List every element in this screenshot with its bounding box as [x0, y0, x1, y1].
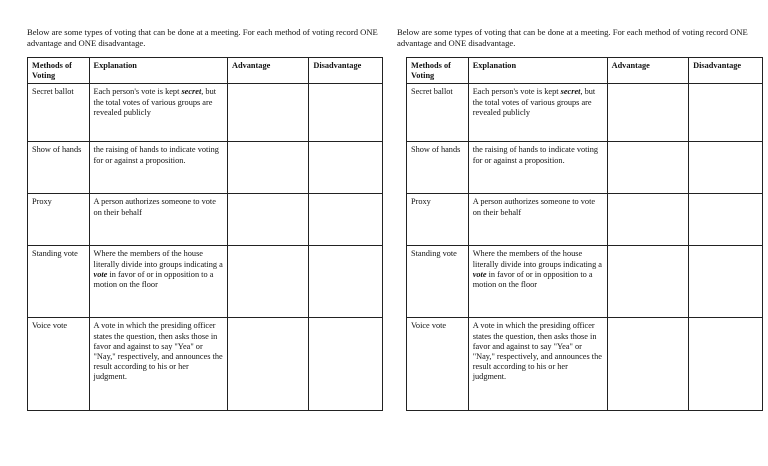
- explanation-text-end: , but the total votes of various groups are revealed publicly: [472, 87, 596, 117]
- table-row: [28, 318, 383, 411]
- explanation-text: the raising of hands to indicate voting for or against a proposition.: [93, 145, 219, 165]
- advantage-cell[interactable]: [607, 318, 689, 411]
- disadvantage-cell[interactable]: [309, 142, 383, 194]
- disadvantage-cell[interactable]: [689, 194, 763, 246]
- explanation-text: Where the members of the house literally divide into groups indicating a: [93, 249, 223, 269]
- explanation-cell: [468, 318, 607, 411]
- table-row: [28, 194, 383, 246]
- explanation-text: the raising of hands to indicate voting for or against a proposition.: [472, 145, 599, 165]
- voting-table: [27, 57, 383, 411]
- header-explanation: Explanation: [89, 58, 227, 84]
- header-row: [28, 58, 383, 84]
- advantage-cell[interactable]: [228, 246, 309, 318]
- disadvantage-cell[interactable]: [689, 84, 763, 142]
- table-row: [407, 246, 763, 318]
- advantage-cell[interactable]: [607, 142, 689, 194]
- advantage-cell[interactable]: [607, 194, 689, 246]
- explanation-emphasis: vote: [93, 269, 108, 279]
- method-cell: Proxy: [407, 194, 469, 246]
- header-row: [407, 58, 763, 84]
- disadvantage-cell[interactable]: [689, 142, 763, 194]
- disadvantage-cell[interactable]: [309, 84, 383, 142]
- explanation-cell: [89, 194, 227, 246]
- explanation-cell: [468, 194, 607, 246]
- method-cell: Show of hands: [28, 142, 90, 194]
- header-disadvantage: Disadvantage: [689, 58, 763, 84]
- disadvantage-cell[interactable]: [309, 246, 383, 318]
- advantage-cell[interactable]: [228, 194, 309, 246]
- header-methods: Methods of Voting: [28, 58, 90, 84]
- worksheet-right: [397, 27, 763, 411]
- explanation-emphasis: secret: [181, 87, 202, 97]
- explanation-emphasis: secret: [560, 87, 581, 97]
- explanation-text: A vote in which the presiding officer states the question, then asks those in favor and against to say "Yea" or "Nay," respectively, and announces the result according to his or her judgment.: [93, 321, 223, 382]
- disadvantage-cell[interactable]: [689, 318, 763, 411]
- disadvantage-cell[interactable]: [309, 194, 383, 246]
- header-explanation: Explanation: [468, 58, 607, 84]
- table-row: [407, 84, 763, 142]
- table-row: [407, 318, 763, 411]
- advantage-cell[interactable]: [607, 84, 689, 142]
- table-row: [28, 246, 383, 318]
- explanation-text: Each person's vote is kept: [472, 87, 561, 97]
- explanation-cell: [89, 246, 227, 318]
- explanation-cell: [89, 84, 227, 142]
- header-advantage: Advantage: [228, 58, 309, 84]
- explanation-text-end: in favor of or in opposition to a motion on the floor: [93, 269, 214, 290]
- explanation-text-end: , but the total votes of various groups are revealed publicly: [93, 87, 217, 117]
- method-cell: Proxy: [28, 194, 90, 246]
- method-cell: Voice vote: [28, 318, 90, 411]
- explanation-cell: [468, 84, 607, 142]
- advantage-cell[interactable]: [228, 84, 309, 142]
- disadvantage-cell[interactable]: [689, 246, 763, 318]
- explanation-text-end: in favor of or in opposition to a motion on the floor: [472, 269, 593, 290]
- method-cell: Secret ballot: [28, 84, 90, 142]
- method-cell: Standing vote: [407, 246, 469, 318]
- intro-text: Below are some types of voting that can be done at a meeting. For each method of voting record ONE advantage and ONE disadvantage.: [397, 27, 748, 48]
- method-cell: Show of hands: [407, 142, 469, 194]
- advantage-cell[interactable]: [228, 318, 309, 411]
- advantage-cell[interactable]: [607, 246, 689, 318]
- table-row: [28, 84, 383, 142]
- table-row: [28, 142, 383, 194]
- method-cell: Secret ballot: [407, 84, 469, 142]
- explanation-cell: [468, 246, 607, 318]
- method-cell: Voice vote: [407, 318, 469, 411]
- explanation-cell: [89, 318, 227, 411]
- table-row: [407, 142, 763, 194]
- explanation-emphasis: vote: [472, 269, 487, 279]
- method-cell: Standing vote: [28, 246, 90, 318]
- header-methods: Methods of Voting: [407, 58, 469, 84]
- explanation-cell: [89, 142, 227, 194]
- explanation-text: Where the members of the house literally divide into groups indicating a: [472, 249, 602, 269]
- advantage-cell[interactable]: [228, 142, 309, 194]
- voting-table: [406, 57, 763, 411]
- explanation-text: A person authorizes someone to vote on their behalf: [472, 197, 596, 217]
- worksheet-left: [27, 27, 383, 411]
- explanation-cell: [468, 142, 607, 194]
- explanation-text: A vote in which the presiding officer states the question, then asks those in favor and against to say "Yea" or "Nay," respectively, and announces the result according to his or her judgment.: [472, 321, 602, 382]
- disadvantage-cell[interactable]: [309, 318, 383, 411]
- intro-text: Below are some types of voting that can be done at a meeting. For each method of voting record ONE advantage and ONE disadvantage.: [27, 27, 378, 48]
- explanation-text: A person authorizes someone to vote on their behalf: [93, 197, 216, 217]
- table-row: [407, 194, 763, 246]
- header-advantage: Advantage: [607, 58, 689, 84]
- explanation-text: Each person's vote is kept: [93, 87, 182, 97]
- header-disadvantage: Disadvantage: [309, 58, 383, 84]
